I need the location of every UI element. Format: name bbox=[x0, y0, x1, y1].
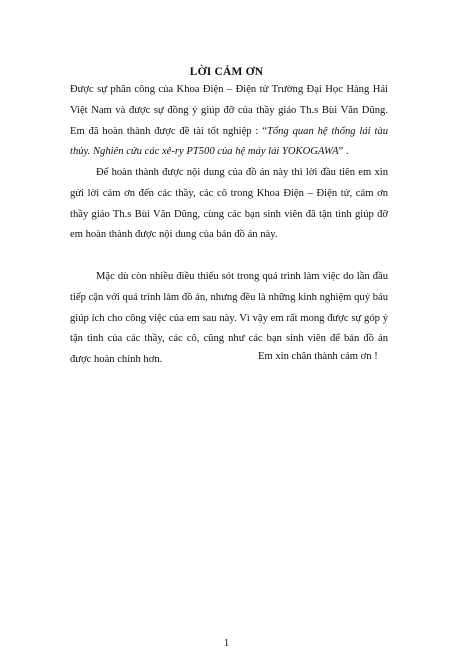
paragraph-apology: Mặc dù còn nhiều điều thiếu sót trong quá trình làm việc do lần đầu tiếp cận với quá trình làm đồ án, nhưng đều là những kinh nghiệm quý báu giúp ích cho công việc của em sau này. Vì vậy em rất mong được sự góp ý tận tình của các thầy, các cô, cũng như các bạn sinh viên để bản đồ án được hoàn chỉnh hơn. bbox=[70, 271, 388, 366]
paragraph-intro-lead: Được sự phân công của Khoa Điện – Điện tử Trường Đại Học Hàng Hải Việt Nam và được sự đồng ý giúp đỡ của thầy giáo Th.s Bùi Văn Dũng. Em đã hoàn thành được đề tài tốt nghiệp : “ bbox=[70, 84, 388, 137]
closing-line: Em xin chân thành cảm ơn ! bbox=[258, 351, 378, 362]
paragraph-intro-tail: ” . bbox=[338, 146, 349, 158]
paragraph-intro bbox=[70, 80, 388, 163]
thesis-topic: Tổng quan hệ thống lái tàu thủy. Nghiên cứu các xê-ry PT500 của hệ máy lái YOKOGAWA bbox=[70, 125, 389, 158]
paragraph-thanks: Để hoàn thành được nội dung của đồ án này thì lời đầu tiên em xin gửi lời cảm ơn đến các thầy, các cô trong Khoa Điện – Điện tử, cảm ơn thầy giáo Th.s Bùi Văn Dũng, cùng các bạn sinh viên đã tận tình giúp đỡ em hoàn thành được nội dung của bản đồ án này. bbox=[70, 167, 388, 241]
page-title: LỜI CẢM ƠN bbox=[189, 66, 264, 78]
page-number: 1 bbox=[223, 638, 230, 649]
